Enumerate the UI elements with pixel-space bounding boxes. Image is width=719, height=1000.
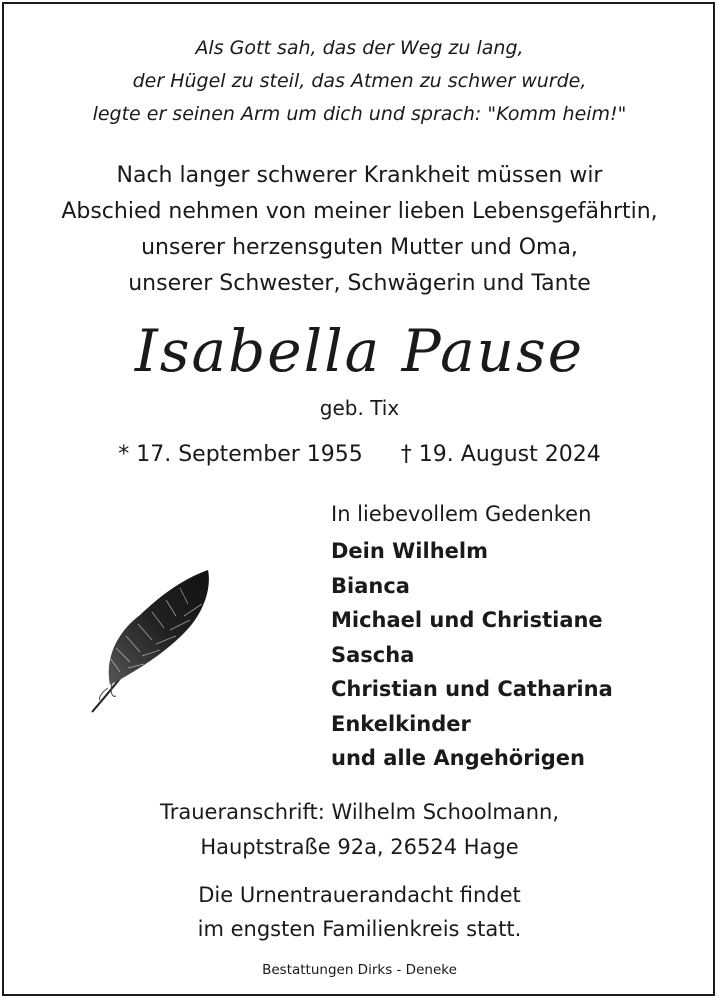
address-line: Traueranschrift: Wilhelm Schoolmann, (159, 800, 560, 824)
mourners-list (331, 498, 613, 776)
poem-line: legte er seinen Arm um dich und sprach: "Komm heim!" (92, 103, 627, 125)
address-line: Hauptstraße 92a, 26524 Hage (200, 835, 519, 859)
mourner-name: Bianca (331, 573, 410, 598)
maiden-name: geb. Tix (319, 396, 400, 420)
mourners-lead: In liebevollem Gedenken (331, 502, 592, 526)
feather-icon (80, 560, 220, 720)
poem-line: der Hügel zu steil, das Atmen zu schwer wurde, (132, 70, 587, 92)
mourner-name: Sascha (331, 642, 415, 667)
intro-line: Abschied nehmen von meiner lieben Lebensgefährtin, (61, 199, 658, 224)
mourning-address (0, 795, 719, 865)
intro-line: unserer herzensguten Mutter und Oma, (141, 235, 578, 260)
note-line: Die Urnentrauerandacht findet (198, 883, 521, 907)
service-note (0, 878, 719, 946)
mourner-name: Michael und Christiane (331, 608, 603, 632)
note-line: im engsten Familienkreis statt. (197, 917, 522, 941)
mourner-name: und alle Angehörigen (331, 746, 585, 770)
intro-text (0, 158, 719, 302)
undertaker: Bestattungen Dirks - Deneke (262, 962, 457, 978)
birth-date: * 17. September 1955 (118, 442, 363, 467)
intro-line: Nach langer schwerer Krankheit müssen wir (116, 163, 603, 188)
mourner-name: Dein Wilhelm (331, 539, 488, 563)
death-date: † 19. August 2024 (400, 442, 601, 467)
mourner-name: Enkelkinder (331, 711, 471, 736)
poem-line: Als Gott sah, das der Weg zu lang, (195, 37, 524, 59)
life-dates (0, 440, 719, 470)
mourner-name: Christian und Catharina (331, 677, 613, 701)
poem (0, 32, 719, 131)
intro-line: unserer Schwester, Schwägerin und Tante (128, 271, 591, 296)
deceased-name: Isabella Pause (134, 317, 585, 385)
